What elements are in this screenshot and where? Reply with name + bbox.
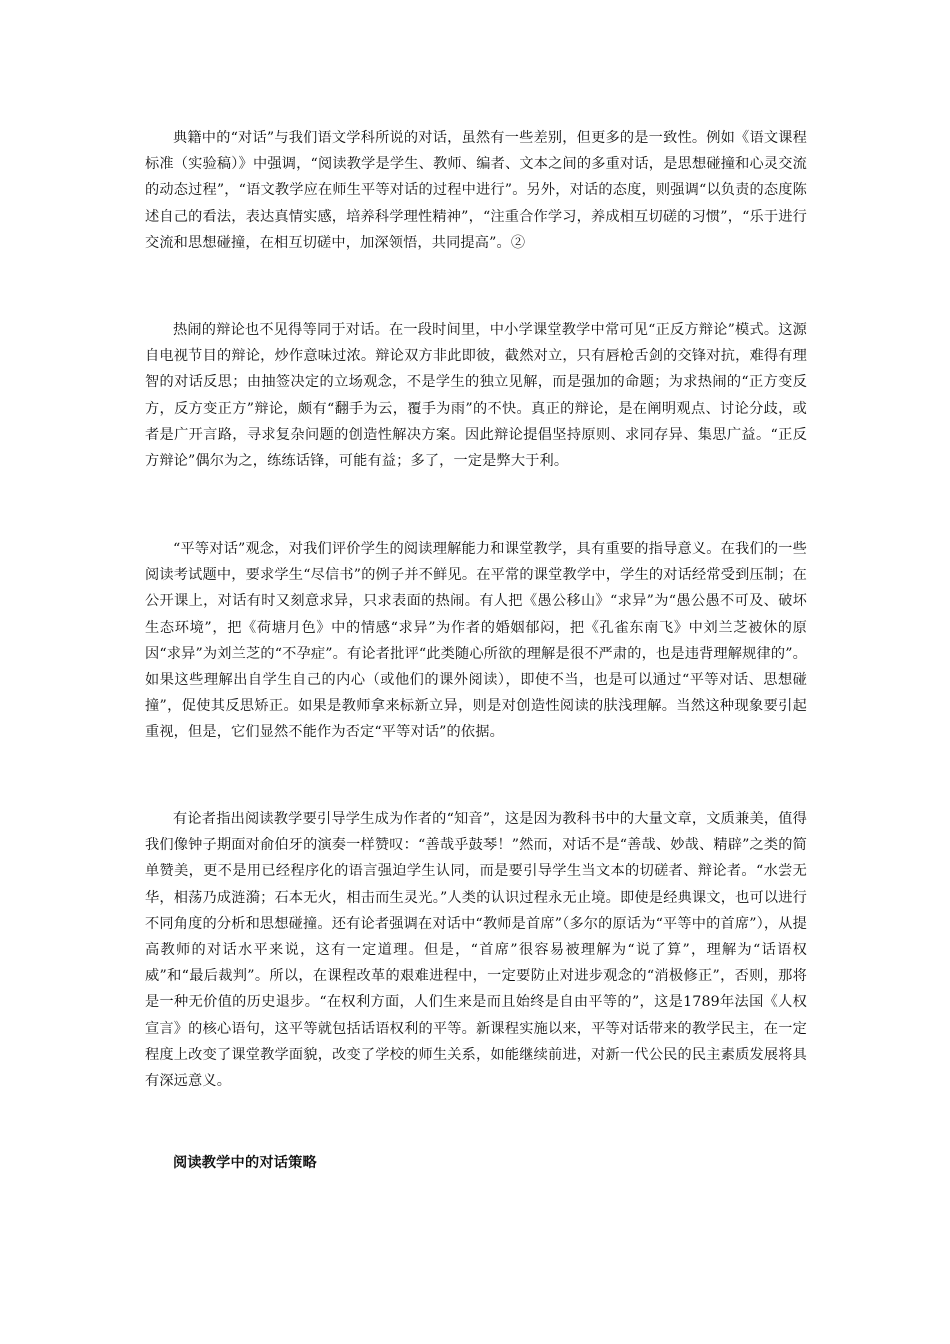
paragraph-teacher-role: 有论者指出阅读教学要引导学生成为作者的“知音”，这是因为教科书中的大量文章，文质兼美，值得我们像钟子期面对俞伯牙的演奏一样赞叹：“善哉乎鼓琴！”然而，对话不是“善哉、妙哉、精辟”之类的简单赞美，更不是用已经程序化的语言强迫学生认同，而是要引导学生当文本的切磋者、辩论者。“水尝无华，相荡乃成涟漪；石本无火，相击而生灵光。”人类的认识过程永无止境。即使是经典课文，也可以进行不同角度的分析和思想碰撞。还有论者强调在对话中“教师是首席”（多尔的原话为“平等中的首席”），从提高教师的对话水平来说，这有一定道理。但是，“首席”很容易被理解为“说了算”，理解为“话语权威”和“最后裁判”。所以，在课程改革的艰难进程中，一定要防止对进步观念的“消极修正”，否则，那将是一种无价值的历史退步。“在权利方面，人们生来是而且始终是自由平等的”，这是1789年法国《人权宣言》的核心语句，这平等就包括话语权利的平等。新课程实施以来，平等对话带来的教学民主，在一定程度上改变了课堂教学面貌，改变了学校的师生关系，如能继续前进，对新一代公民的民主素质发展将具有深远意义。: [145, 811, 807, 1090]
paragraph-dialogue-consistency: 典籍中的“对话”与我们语文学科所说的对话，虽然有一些差别，但更多的是一致性。例如《语文课程标准（实验稿）》中强调，“阅读教学是学生、教师、编者、文本之间的多重对话，是思想碰撞和心灵交流的动态过程”，“语文教学应在师生平等对话的过程中进行”。另外，对话的态度，则强调“以负责的态度陈述自己的看法，表达真情实感，培养科学理性精神”，“注重合作学习，养成相互切磋的习惯”，“乐于进行交流和思想碰撞，在相互切磋中，加深领悟，共同提高”。②: [145, 130, 807, 251]
section-heading: 阅读教学中的对话策略: [173, 1155, 317, 1171]
paragraph-equal-dialogue-significance: “平等对话”观念，对我们评价学生的阅读理解能力和课堂教学，具有重要的指导意义。在我们的一些阅读考试题中，要求学生“尽信书”的例子并不鲜见。在平常的课堂教学中，学生的对话经常受到压制；在公开课上，对话有时又刻意求异，只求表面的热闹。有人把《愚公移山》“求异”为“愚公愚不可及、破坏生态环境”，把《荷塘月色》中的情感“求异”为作者的婚姻郁闷，把《孔雀东南飞》中刘兰芝被休的原因“求异”为刘兰芝的“不孕症”。有论者批评“此类随心所欲的理解是很不严肃的，也是违背理解规律的”。如果这些理解出自学生自己的内心（或他们的课外阅读），即使不当，也是可以通过“平等对话、思想碰撞”，促使其反思矫正。如果是教师拿来标新立异，则是对创造性阅读的肤浅理解。当然这种现象要引起重视，但是，它们显然不能作为否定“平等对话”的依据。: [145, 541, 807, 741]
paragraph-debate-not-dialogue: 热闹的辩论也不见得等同于对话。在一段时间里，中小学课堂教学中常可见“正反方辩论”模式。这源自电视节目的辩论，炒作意味过浓。辩论双方非此即彼，截然对立，只有唇枪舌剑的交锋对抗，难得有理智的对话反思；由抽签决定的立场观念，不是学生的独立见解，而是强加的命题；为求热闹的“正方变反方，反方变正方”辩论，颇有“翻手为云，覆手为雨”的不快。真正的辩论，是在阐明观点、讨论分歧，或者是广开言路，寻求复杂问题的创造性解决方案。因此辩论提倡坚持原则、求同存异、集思广益。“正反方辩论”偶尔为之，练练话锋，可能有益；多了，一定是弊大于利。: [145, 322, 807, 470]
